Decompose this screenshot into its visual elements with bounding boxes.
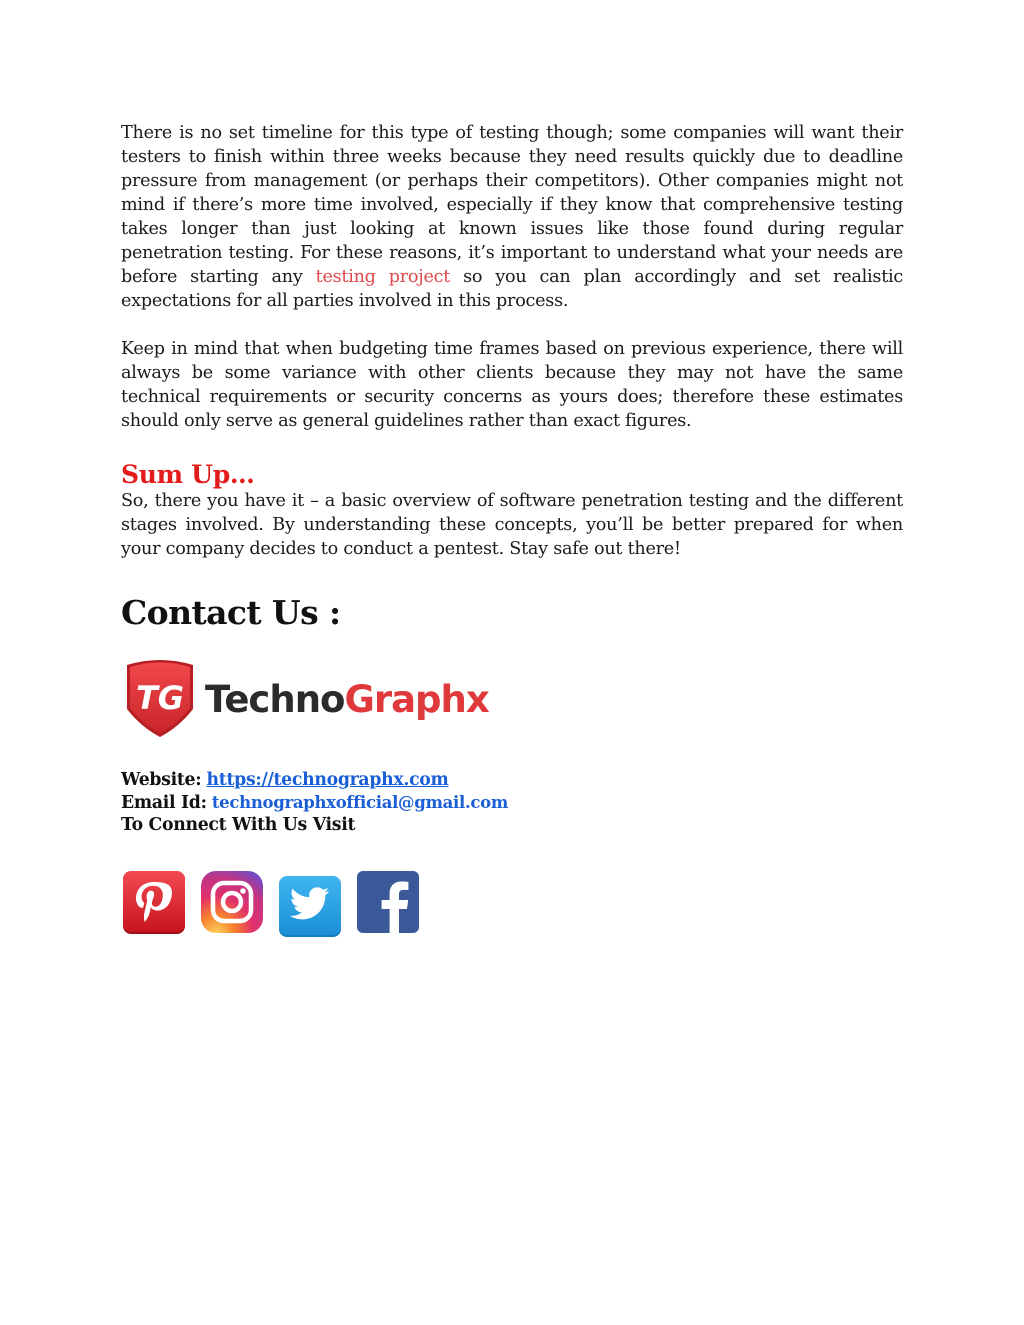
contact-us-heading: Contact Us : [121, 593, 341, 632]
pinterest-icon[interactable] [121, 869, 187, 937]
social-icons [121, 869, 903, 937]
website-link[interactable]: https://technographx.com [206, 770, 449, 790]
paragraph-timeline [121, 121, 903, 313]
tg-shield-icon [121, 657, 199, 739]
connect-line [121, 814, 903, 837]
technographx-logo [121, 653, 903, 743]
email-line [121, 792, 903, 815]
paragraph-text: There is no set timeline for this type of testing though; some companies will want their testers to finish within three weeks because they need results quickly due to deadline pressure from management (or perhaps their competitors). Other companies might not mind if there’s more time involved, especially if they know that comprehensive testing takes longer than just looking at known issues like those found during regular penetration testing. For these reasons, it’s important to understand what your needs are before starting any [121, 123, 903, 287]
website-line [121, 769, 903, 792]
email-label: Email Id: [121, 792, 207, 813]
instagram-icon[interactable] [199, 869, 265, 937]
testing-project-link[interactable]: testing project [315, 267, 451, 287]
sum-up-paragraph: So, there you have it – a basic overview of software penetration testing and the different stages involved. By understanding these concepts, you’ll be better prepared for when your company decides to conduct a pentest. Stay safe out there! [121, 491, 903, 559]
email-link[interactable]: technographxofficial@gmail.com [211, 792, 509, 812]
logo-techno: Techno [205, 677, 345, 721]
twitter-icon[interactable] [277, 869, 343, 937]
sum-up-heading: Sum Up… [121, 460, 255, 489]
document-page [121, 121, 903, 937]
paragraph-text: so you can plan accordingly and set realistic expectations for all parties involved in this process. [121, 267, 903, 311]
logo-wordmark [205, 678, 489, 721]
connect-label: To Connect With Us Visit [121, 815, 356, 835]
logo-graphx: Graphx [344, 677, 489, 721]
logo-badge-text: TG [135, 679, 185, 717]
paragraph-budgeting: Keep in mind that when budgeting time frames based on previous experience, there will always be some variance with other clients because they may not have the same technical requirements or security concerns as yours does; therefore these estimates should only serve as general guidelines rather than exact figures. [121, 339, 903, 431]
contact-details [121, 769, 903, 837]
facebook-icon[interactable] [355, 869, 421, 937]
website-label: Website: [121, 770, 202, 790]
